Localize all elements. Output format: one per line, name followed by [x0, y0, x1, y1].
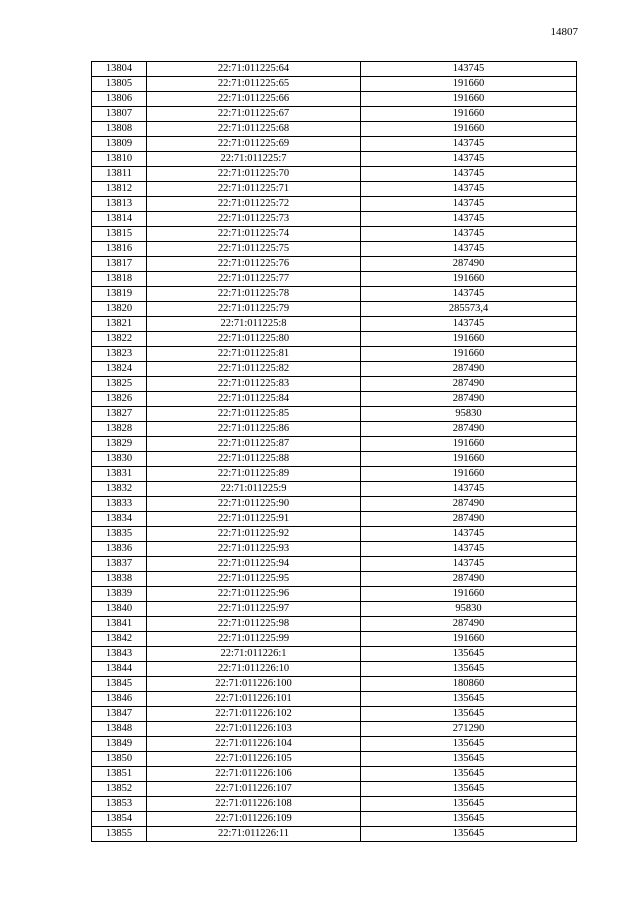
cadastral-number-cell: 22:71:011225:84 — [147, 392, 361, 407]
cadastral-value-cell: 95830 — [361, 407, 577, 422]
cadastral-number-cell: 22:71:011225:75 — [147, 242, 361, 257]
cadastral-value-cell: 95830 — [361, 602, 577, 617]
table-row — [92, 512, 577, 527]
cadastral-number-cell: 22:71:011225:95 — [147, 572, 361, 587]
row-number-cell: 13812 — [92, 182, 147, 197]
row-number-cell: 13850 — [92, 752, 147, 767]
row-number-cell: 13805 — [92, 77, 147, 92]
cadastral-value-cell: 287490 — [361, 512, 577, 527]
cadastral-number-cell: 22:71:011225:89 — [147, 467, 361, 482]
cadastral-number-cell: 22:71:011225:80 — [147, 332, 361, 347]
cadastral-number-cell: 22:71:011225:94 — [147, 557, 361, 572]
row-number-cell: 13821 — [92, 317, 147, 332]
table-row — [92, 722, 577, 737]
cadastral-value-cell: 143745 — [361, 167, 577, 182]
cadastral-number-cell: 22:71:011225:87 — [147, 437, 361, 452]
cadastral-value-cell: 191660 — [361, 437, 577, 452]
row-number-cell: 13854 — [92, 812, 147, 827]
row-number-cell: 13820 — [92, 302, 147, 317]
row-number-cell: 13813 — [92, 197, 147, 212]
row-number-cell: 13834 — [92, 512, 147, 527]
table-row — [92, 182, 577, 197]
row-number-cell: 13840 — [92, 602, 147, 617]
cadastral-number-cell: 22:71:011225:67 — [147, 107, 361, 122]
cadastral-value-cell: 143745 — [361, 152, 577, 167]
table-row — [92, 227, 577, 242]
row-number-cell: 13804 — [92, 62, 147, 77]
row-number-cell: 13816 — [92, 242, 147, 257]
cadastral-value-cell: 135645 — [361, 812, 577, 827]
row-number-cell: 13829 — [92, 437, 147, 452]
row-number-cell: 13824 — [92, 362, 147, 377]
cadastral-value-cell: 287490 — [361, 422, 577, 437]
row-number-cell: 13831 — [92, 467, 147, 482]
table-row — [92, 587, 577, 602]
cadastral-value-cell: 143745 — [361, 542, 577, 557]
row-number-cell: 13815 — [92, 227, 147, 242]
cadastral-number-cell: 22:71:011225:86 — [147, 422, 361, 437]
row-number-cell: 13837 — [92, 557, 147, 572]
table-row — [92, 272, 577, 287]
cadastral-value-cell: 143745 — [361, 212, 577, 227]
table-row — [92, 62, 577, 77]
row-number-cell: 13846 — [92, 692, 147, 707]
table-row — [92, 347, 577, 362]
table-row — [92, 602, 577, 617]
table-row — [92, 152, 577, 167]
table-body — [92, 62, 577, 842]
cadastral-value-cell: 143745 — [361, 182, 577, 197]
cadastral-value-cell: 191660 — [361, 452, 577, 467]
cadastral-value-cell: 191660 — [361, 632, 577, 647]
row-number-cell: 13839 — [92, 587, 147, 602]
cadastral-number-cell: 22:71:011225:74 — [147, 227, 361, 242]
cadastral-value-cell: 143745 — [361, 227, 577, 242]
row-number-cell: 13809 — [92, 137, 147, 152]
cadastral-value-cell: 143745 — [361, 242, 577, 257]
table-row — [92, 212, 577, 227]
table-row — [92, 197, 577, 212]
cadastral-number-cell: 22:71:011225:83 — [147, 377, 361, 392]
cadastral-number-cell: 22:71:011225:98 — [147, 617, 361, 632]
cadastral-number-cell: 22:71:011226:107 — [147, 782, 361, 797]
cadastral-value-cell: 191660 — [361, 467, 577, 482]
row-number-cell: 13810 — [92, 152, 147, 167]
row-number-cell: 13847 — [92, 707, 147, 722]
cadastral-number-cell: 22:71:011226:10 — [147, 662, 361, 677]
cadastral-value-cell: 191660 — [361, 272, 577, 287]
table-row — [92, 647, 577, 662]
row-number-cell: 13853 — [92, 797, 147, 812]
row-number-cell: 13849 — [92, 737, 147, 752]
table-row — [92, 287, 577, 302]
row-number-cell: 13845 — [92, 677, 147, 692]
cadastral-value-cell: 191660 — [361, 92, 577, 107]
table-row — [92, 797, 577, 812]
table-row — [92, 827, 577, 842]
row-number-cell: 13817 — [92, 257, 147, 272]
cadastral-number-cell: 22:71:011226:108 — [147, 797, 361, 812]
row-number-cell: 13828 — [92, 422, 147, 437]
cadastral-number-cell: 22:71:011225:88 — [147, 452, 361, 467]
cadastral-number-cell: 22:71:011225:69 — [147, 137, 361, 152]
table-row — [92, 707, 577, 722]
cadastral-number-cell: 22:71:011226:103 — [147, 722, 361, 737]
table-row — [92, 422, 577, 437]
cadastral-number-cell: 22:71:011226:101 — [147, 692, 361, 707]
cadastral-number-cell: 22:71:011225:8 — [147, 317, 361, 332]
row-number-cell: 13855 — [92, 827, 147, 842]
row-number-cell: 13818 — [92, 272, 147, 287]
table-row — [92, 557, 577, 572]
table-row — [92, 542, 577, 557]
table-row — [92, 632, 577, 647]
row-number-cell: 13852 — [92, 782, 147, 797]
cadastral-value-cell: 191660 — [361, 587, 577, 602]
table-row — [92, 812, 577, 827]
table-row — [92, 242, 577, 257]
cadastral-number-cell: 22:71:011225:76 — [147, 257, 361, 272]
table-row — [92, 77, 577, 92]
cadastral-number-cell: 22:71:011225:7 — [147, 152, 361, 167]
table-row — [92, 677, 577, 692]
row-number-cell: 13814 — [92, 212, 147, 227]
table-row — [92, 752, 577, 767]
cadastral-value-cell: 135645 — [361, 692, 577, 707]
row-number-cell: 13806 — [92, 92, 147, 107]
row-number-cell: 13835 — [92, 527, 147, 542]
row-number-cell: 13841 — [92, 617, 147, 632]
table-row — [92, 332, 577, 347]
table-row — [92, 617, 577, 632]
table-row — [92, 452, 577, 467]
row-number-cell: 13838 — [92, 572, 147, 587]
cadastral-value-cell: 191660 — [361, 107, 577, 122]
row-number-cell: 13825 — [92, 377, 147, 392]
cadastral-value-cell: 285573,4 — [361, 302, 577, 317]
cadastral-number-cell: 22:71:011226:11 — [147, 827, 361, 842]
table-row — [92, 497, 577, 512]
row-number-cell: 13807 — [92, 107, 147, 122]
cadastral-number-cell: 22:71:011226:109 — [147, 812, 361, 827]
cadastral-number-cell: 22:71:011225:79 — [147, 302, 361, 317]
cadastral-number-cell: 22:71:011226:105 — [147, 752, 361, 767]
row-number-cell: 13844 — [92, 662, 147, 677]
cadastral-number-cell: 22:71:011225:68 — [147, 122, 361, 137]
cadastral-number-cell: 22:71:011225:82 — [147, 362, 361, 377]
table-row — [92, 572, 577, 587]
cadastral-value-cell: 191660 — [361, 347, 577, 362]
cadastral-number-cell: 22:71:011225:96 — [147, 587, 361, 602]
row-number-cell: 13808 — [92, 122, 147, 137]
table-row — [92, 107, 577, 122]
table-row — [92, 302, 577, 317]
cadastral-value-cell: 135645 — [361, 737, 577, 752]
cadastral-value-cell: 287490 — [361, 377, 577, 392]
cadastral-value-table — [91, 61, 577, 842]
table-row — [92, 527, 577, 542]
cadastral-value-cell: 135645 — [361, 647, 577, 662]
cadastral-value-cell: 143745 — [361, 557, 577, 572]
row-number-cell: 13836 — [92, 542, 147, 557]
table-row — [92, 167, 577, 182]
row-number-cell: 13842 — [92, 632, 147, 647]
cadastral-number-cell: 22:71:011225:99 — [147, 632, 361, 647]
table-row — [92, 437, 577, 452]
row-number-cell: 13848 — [92, 722, 147, 737]
row-number-cell: 13851 — [92, 767, 147, 782]
table-row — [92, 782, 577, 797]
row-number-cell: 13843 — [92, 647, 147, 662]
cadastral-number-cell: 22:71:011226:100 — [147, 677, 361, 692]
cadastral-value-cell: 143745 — [361, 287, 577, 302]
row-number-cell: 13826 — [92, 392, 147, 407]
cadastral-value-cell: 287490 — [361, 362, 577, 377]
table-row — [92, 257, 577, 272]
cadastral-number-cell: 22:71:011225:78 — [147, 287, 361, 302]
cadastral-value-cell: 135645 — [361, 767, 577, 782]
table-row — [92, 467, 577, 482]
cadastral-value-cell: 135645 — [361, 797, 577, 812]
cadastral-value-cell: 143745 — [361, 197, 577, 212]
table-row — [92, 317, 577, 332]
table-row — [92, 137, 577, 152]
cadastral-value-cell: 143745 — [361, 527, 577, 542]
row-number-cell: 13819 — [92, 287, 147, 302]
cadastral-number-cell: 22:71:011226:106 — [147, 767, 361, 782]
cadastral-value-cell: 191660 — [361, 122, 577, 137]
cadastral-number-cell: 22:71:011225:65 — [147, 77, 361, 92]
cadastral-number-cell: 22:71:011225:92 — [147, 527, 361, 542]
cadastral-value-cell: 143745 — [361, 62, 577, 77]
cadastral-number-cell: 22:71:011225:9 — [147, 482, 361, 497]
cadastral-value-cell: 287490 — [361, 497, 577, 512]
table-row — [92, 377, 577, 392]
cadastral-number-cell: 22:71:011225:97 — [147, 602, 361, 617]
cadastral-number-cell: 22:71:011226:102 — [147, 707, 361, 722]
cadastral-value-cell: 191660 — [361, 332, 577, 347]
table-row — [92, 407, 577, 422]
row-number-cell: 13822 — [92, 332, 147, 347]
cadastral-number-cell: 22:71:011226:1 — [147, 647, 361, 662]
table-row — [92, 122, 577, 137]
cadastral-value-cell: 191660 — [361, 77, 577, 92]
cadastral-number-cell: 22:71:011225:64 — [147, 62, 361, 77]
table-row — [92, 692, 577, 707]
cadastral-number-cell: 22:71:011225:90 — [147, 497, 361, 512]
row-number-cell: 13833 — [92, 497, 147, 512]
cadastral-value-cell: 135645 — [361, 782, 577, 797]
row-number-cell: 13823 — [92, 347, 147, 362]
cadastral-number-cell: 22:71:011225:81 — [147, 347, 361, 362]
cadastral-value-cell: 135645 — [361, 662, 577, 677]
row-number-cell: 13827 — [92, 407, 147, 422]
table-row — [92, 767, 577, 782]
table-row — [92, 362, 577, 377]
row-number-cell: 13832 — [92, 482, 147, 497]
cadastral-number-cell: 22:71:011225:77 — [147, 272, 361, 287]
cadastral-number-cell: 22:71:011225:66 — [147, 92, 361, 107]
cadastral-value-cell: 135645 — [361, 752, 577, 767]
cadastral-value-cell: 143745 — [361, 137, 577, 152]
table-row — [92, 482, 577, 497]
cadastral-number-cell: 22:71:011225:71 — [147, 182, 361, 197]
cadastral-number-cell: 22:71:011225:91 — [147, 512, 361, 527]
page-number: 14807 — [550, 26, 578, 38]
cadastral-number-cell: 22:71:011225:93 — [147, 542, 361, 557]
cadastral-number-cell: 22:71:011225:70 — [147, 167, 361, 182]
row-number-cell: 13830 — [92, 452, 147, 467]
cadastral-number-cell: 22:71:011225:85 — [147, 407, 361, 422]
cadastral-value-cell: 180860 — [361, 677, 577, 692]
table-row — [92, 92, 577, 107]
cadastral-number-cell: 22:71:011225:73 — [147, 212, 361, 227]
cadastral-value-cell: 287490 — [361, 572, 577, 587]
cadastral-value-cell: 143745 — [361, 482, 577, 497]
cadastral-value-cell: 287490 — [361, 257, 577, 272]
table-row — [92, 392, 577, 407]
row-number-cell: 13811 — [92, 167, 147, 182]
table-row — [92, 662, 577, 677]
cadastral-number-cell: 22:71:011226:104 — [147, 737, 361, 752]
cadastral-value-cell: 271290 — [361, 722, 577, 737]
cadastral-value-cell: 287490 — [361, 392, 577, 407]
table-row — [92, 737, 577, 752]
cadastral-value-cell: 135645 — [361, 707, 577, 722]
cadastral-value-cell: 135645 — [361, 827, 577, 842]
cadastral-value-cell: 143745 — [361, 317, 577, 332]
cadastral-value-cell: 287490 — [361, 617, 577, 632]
cadastral-number-cell: 22:71:011225:72 — [147, 197, 361, 212]
